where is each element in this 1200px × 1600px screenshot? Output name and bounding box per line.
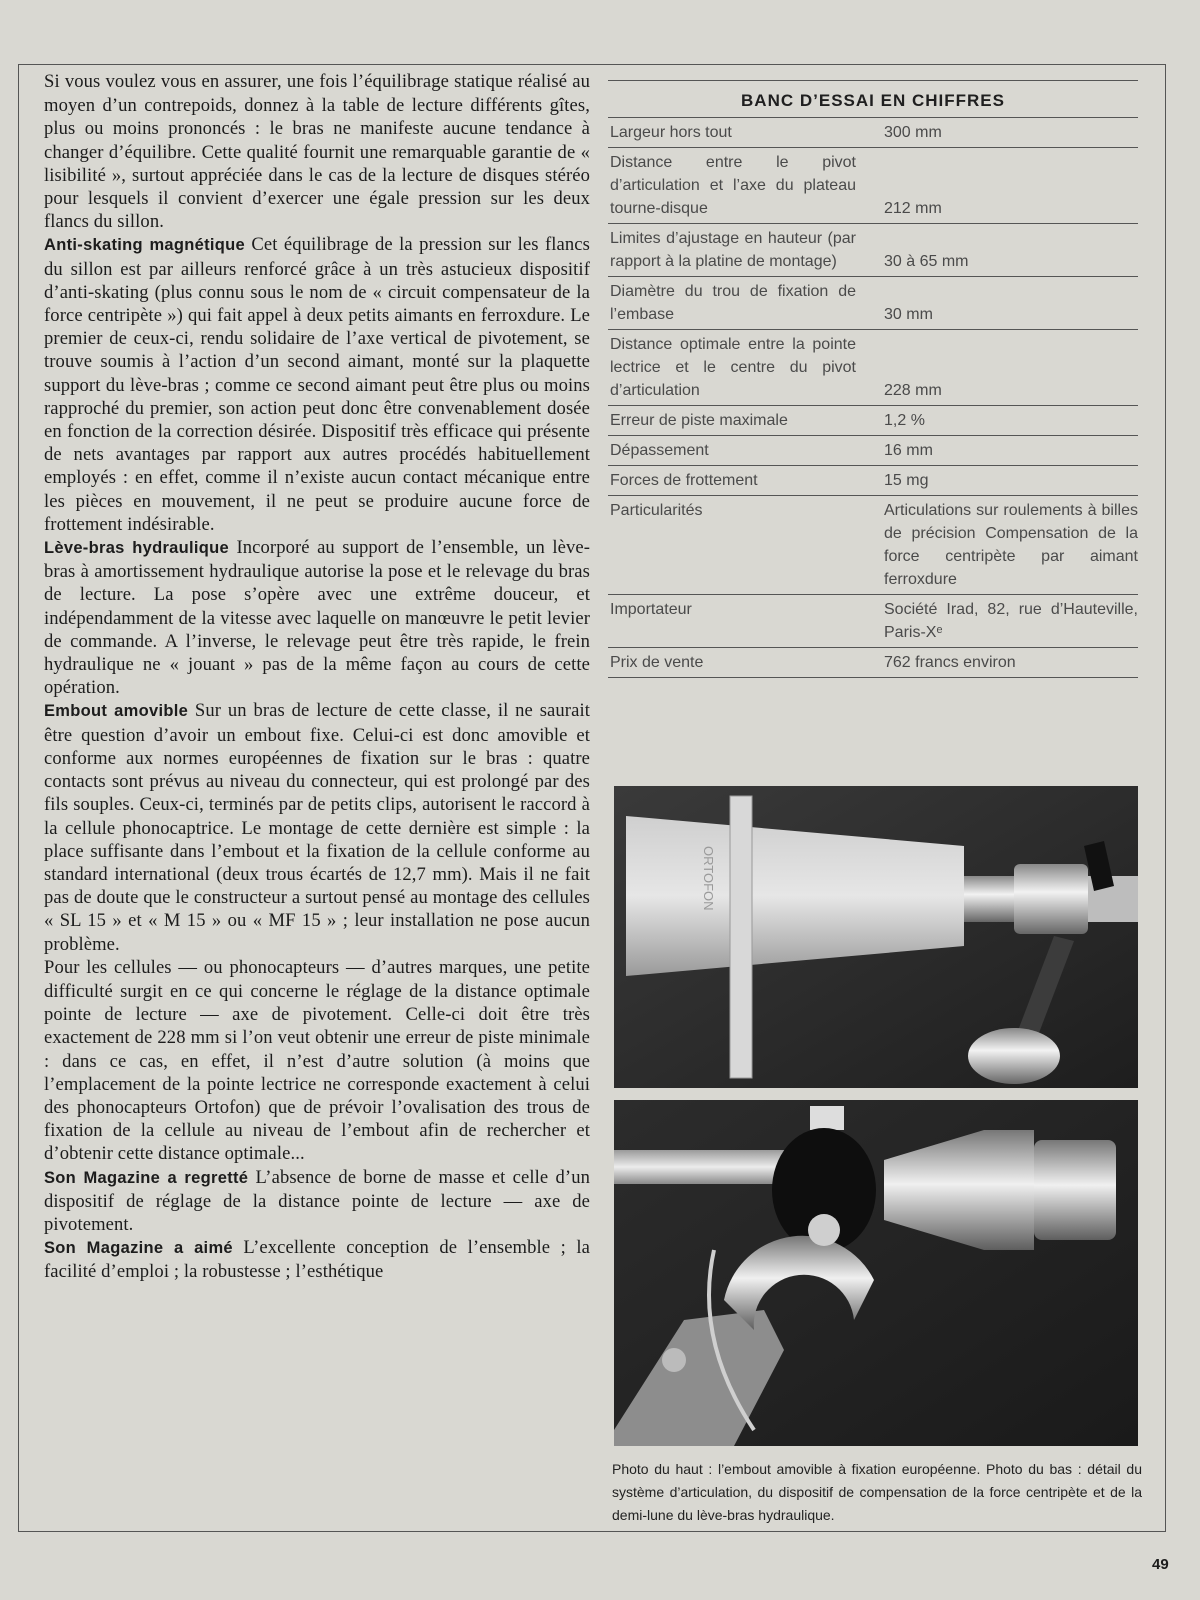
- photo-bottom-pivot: [614, 1100, 1138, 1446]
- article-paragraph-5: [44, 956, 590, 1166]
- paragraph-lead: Lève-bras hydraulique: [44, 539, 230, 558]
- spec-value: 30 mm: [884, 306, 933, 323]
- page-number: 49: [1152, 1556, 1169, 1573]
- paragraph-text: Si vous voulez vous en assurer, une fois l’équilibrage statique réalisé au moyen d’un contrepoids, donnez à la table de lecture différents gîtes, plus ou moins prononcés : le bras ne manifeste aucune tendance à changer d’équilibre. Cette qualité fournit une remarquable garantie de « lisibilité », surtout appréciée dans le cas de la lecture de disques stéréo pour lesquels il convient d’exercer une égale pression sur les deux flancs du sillon.: [44, 71, 590, 233]
- paragraph-text: Sur un bras de lecture de cette classe, il ne saurait être question d’avoir un embout fixe. Celui-ci est donc amovible et conforme aux normes européennes de fixation sur le bras : quatre contacts sont prévus au niveau du connecteur, qui est prolongé par des fils souples. Ceux-ci, terminés par de petits clips, autorisent le raccord à la cellule phonocaptrice. Le montage de cette dernière est simple : la place suffisante dans l’embout et la fixation de la cellule conforme au standard international (deux trous écartés de 12,7 mm). Mais il ne fait pas de doute que le constructeur a surtout pensé au montage des cellules « SL 15 » et « M 15 » ou « MF 15 » ; leur installation ne pose aucun problème.: [44, 700, 590, 955]
- spec-label: Prix de vente: [610, 654, 704, 671]
- spec-value: 30 à 65 mm: [884, 253, 969, 270]
- spec-label: Particularités: [610, 502, 703, 519]
- spec-value: 1,2 %: [884, 412, 925, 429]
- article-paragraph-4: [44, 699, 590, 955]
- spec-value: Articulations sur roulements à billes de précision Compensation de la force centripète par aimant ferroxdure: [884, 502, 1138, 588]
- paragraph-lead: Anti-skating magnétique: [44, 236, 246, 255]
- spec-value: 15 mg: [884, 472, 929, 489]
- paragraph-text: Cet équilibrage de la pression sur les flancs du sillon est par ailleurs renforcé grâce à un très astucieux dispositif d’anti-skating (plus connu sous le nom de « circuit compensateur de la force centripète ») qui fait appel à deux petits aimants en ferroxdure. Le premier de ceux-ci, rendu solidaire de l’axe vertical de pivotement, se trouve soumis à l’action d’un second aimant, monté sur la plaquette support du lève-bras ; comme ce second aimant peut être plus ou moins rapproché du premier, son action peut donc être convenablement dosée en fonction de la correction désirée. Dispositif très efficace qui présente de nets avantages par rapport aux autres procédés habituellement employés : en effet, comme il n’existe aucun contact mécanique entre les pièces en mouvement, il ne peut se produire aucune force de frottement indésirable.: [44, 234, 590, 535]
- spec-label: Distance entre le pivot d’articulation et l’axe du plateau tourne-disque: [610, 154, 856, 217]
- spec-value: 16 mm: [884, 442, 933, 459]
- spec-row: [608, 118, 1138, 148]
- spec-value: 762 francs environ: [884, 654, 1016, 671]
- paragraph-lead: Son Magazine a aimé: [44, 1239, 233, 1258]
- paragraph-text: L’excellente conception de l’ensemble ; la facilité d’emploi ; la robustesse ; l’esthétique: [44, 1237, 590, 1283]
- spec-label: Diamètre du trou de fixation de l’embase: [610, 283, 856, 323]
- spec-value: Société Irad, 82, rue d’Hauteville, Paris-Xᵉ: [884, 601, 1138, 641]
- spec-row: [608, 406, 1138, 436]
- spec-row: [608, 466, 1138, 496]
- spec-row: [608, 496, 1138, 595]
- article-paragraph-6: [44, 1166, 590, 1237]
- spec-label: Largeur hors tout: [610, 124, 732, 141]
- spec-label: Limites d’ajustage en hauteur (par rapport à la platine de montage): [610, 230, 856, 270]
- spec-row: [608, 277, 1138, 330]
- spec-value: 212 mm: [884, 200, 942, 217]
- article-paragraph-2: [44, 233, 590, 536]
- paragraph-lead: Son Magazine a regretté: [44, 1168, 249, 1187]
- spec-label: Dépassement: [610, 442, 709, 459]
- spec-row: [608, 436, 1138, 466]
- article-body: [44, 70, 590, 1284]
- spec-label: Forces de frottement: [610, 472, 758, 489]
- spec-row: [608, 648, 1138, 678]
- article-paragraph-1: [44, 70, 590, 233]
- article-paragraph-7: [44, 1236, 590, 1283]
- spec-value: 300 mm: [884, 124, 942, 141]
- photo-top-headshell: [614, 786, 1138, 1088]
- spec-row: [608, 330, 1138, 406]
- photo-brand-text: ORTOFON: [701, 846, 716, 911]
- paragraph-lead: Embout amovible: [44, 702, 189, 721]
- spec-table-title: BANC D’ESSAI EN CHIFFRES: [608, 80, 1138, 118]
- photo-caption: Photo du haut : l’embout amovible à fixation européenne. Photo du bas : détail du système d’articulation, du dispositif de compensation de la force centripète et de la demi-lune du lève-bras hydraulique.: [612, 1461, 1142, 1523]
- paragraph-text: L’absence de borne de masse et celle d’un dispositif de réglage de la distance pointe de lecture — axe de pivotement.: [44, 1166, 590, 1235]
- spec-row: [608, 595, 1138, 648]
- spec-value: 228 mm: [884, 382, 942, 399]
- spec-row: [608, 148, 1138, 224]
- spec-label: Erreur de piste maximale: [610, 412, 788, 429]
- spec-table: [608, 80, 1138, 678]
- spec-label: Distance optimale entre la pointe lectrice et le centre du pivot d’articulation: [610, 336, 856, 399]
- paragraph-text: Incorporé au support de l’ensemble, un lève-bras à amortissement hydraulique autorise la pose et le relevage du bras de lecture. La pose s’opère avec une extrême douceur, et indépendamment de la vitesse avec laquelle on manœuvre le petit levier de commande. A l’inverse, le relevage peut être très rapide, le frein hydraulique ne « jouant » pas de la même façon au cours de cette opération.: [44, 537, 590, 699]
- article-paragraph-3: [44, 536, 590, 699]
- paragraph-text: Pour les cellules — ou phonocapteurs — d’autres marques, une petite difficulté surgit en ce qui concerne le réglage de la distance optimale pointe de lecture — axe de pivotement. Celle-ci doit être très exactement de 228 mm si l’on veut obtenir une erreur de piste minimale : dans ce cas, en effet, il n’est d’autre solution (à moins que l’emplacement de la pointe lectrice ne corresponde exactement à celui des phonocapteurs Ortofon) que de prévoir l’ovalisation des trous de fixation de la cellule au niveau de l’embout afin de rechercher et d’obtenir cette distance optimale...: [44, 956, 590, 1165]
- spec-label: Importateur: [610, 601, 692, 618]
- spec-row: [608, 224, 1138, 277]
